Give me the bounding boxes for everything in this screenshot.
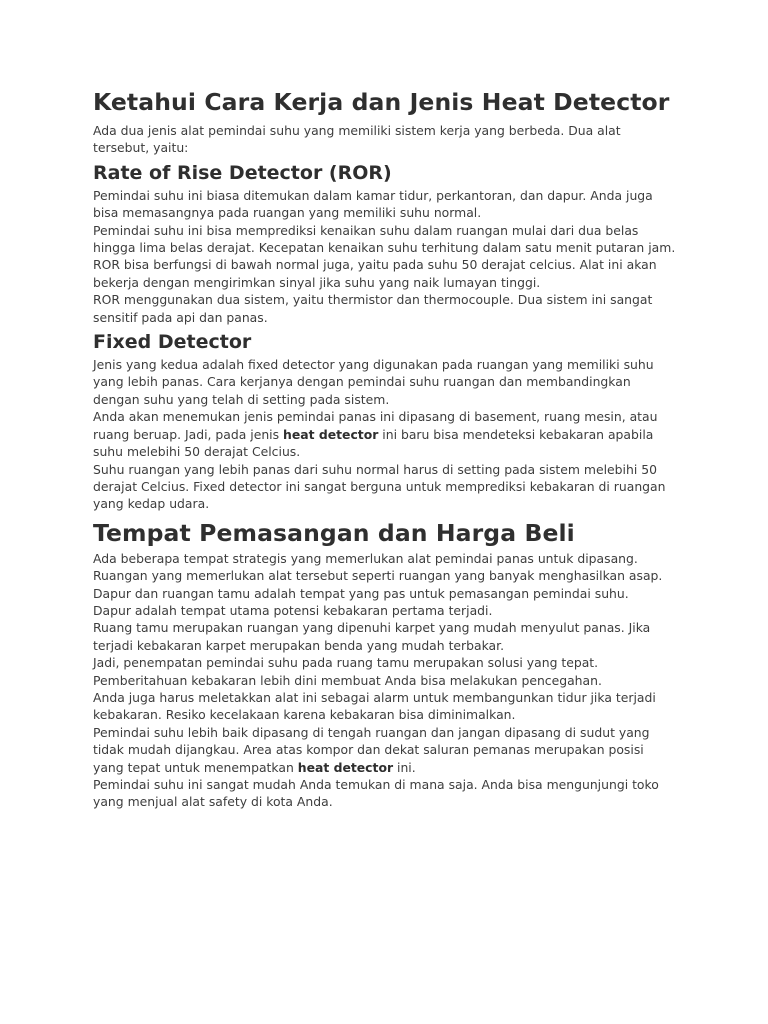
fixed-paragraph-1: Jenis yang kedua adalah fixed detector yang digunakan pada ruangan yang memiliki suhu yang lebih panas. Cara kerjanya dengan pemindai suhu ruangan dan membandingkan dengan suhu yang telah di setting pada sistem. bbox=[93, 357, 654, 407]
placement-paragraph-9-text-b: ini. bbox=[393, 759, 416, 775]
fixed-paragraph-3: Suhu ruangan yang lebih panas dari suhu normal harus di setting pada sistem melebihi 50 derajat Celcius. Fixed detector ini sangat berguna untuk memprediksi kebakaran di ruangan yang kedap udara. bbox=[93, 461, 666, 512]
placement-paragraph-9-bold: heat detector bbox=[297, 759, 394, 775]
placement-heading: Tempat Pemasangan dan Harga Beli bbox=[93, 518, 575, 547]
fixed-paragraph-2 bbox=[93, 408, 678, 460]
placement-paragraph-5: Ruang tamu merupakan ruangan yang dipenuhi karpet yang mudah menyulut panas. Jika terjadi kebakaran karpet merupakan benda yang mudah terbakar. bbox=[93, 620, 651, 653]
intro-paragraph: Ada dua jenis alat pemindai suhu yang memiliki sistem kerja yang berbeda. Dua alat tersebut, yaitu: bbox=[93, 123, 621, 156]
ror-paragraph-1: Pemindai suhu ini biasa ditemukan dalam kamar tidur, perkantoran, dan dapur. Anda juga bisa memasangnya pada ruangan yang memiliki suhu normal. bbox=[93, 187, 653, 221]
placement-paragraph-4: Dapur adalah tempat utama potensi kebakaran pertama terjadi. bbox=[93, 602, 493, 618]
ror-paragraph-3: ROR bisa berfungsi di bawah normal juga, yaitu pada suhu 50 derajat celcius. Alat ini akan bekerja dengan mengirimkan sinyal jika suhu yang naik lumayan tinggi. bbox=[93, 257, 657, 290]
fixed-paragraph-2-bold: heat detector bbox=[283, 426, 379, 442]
ror-heading: Rate of Rise Detector (ROR) bbox=[93, 161, 392, 184]
ror-paragraph-2: Pemindai suhu ini bisa memprediksi kenaikan suhu dalam ruangan mulai dari dua belas hingga lima belas derajat. Kecepatan kenaikan suhu terhitung dalam satu menit putaran jam. bbox=[93, 222, 676, 256]
ror-paragraph-4: ROR menggunakan dua sistem, yaitu thermistor dan thermocouple. Dua sistem ini sangat sensitif pada api dan panas. bbox=[93, 292, 653, 325]
placement-paragraph-1: Ada beberapa tempat strategis yang memerlukan alat pemindai panas untuk dipasang. bbox=[93, 550, 638, 566]
fixed-paragraph-2-text-a: Anda akan menemukan jenis pemindai panas ini dipasang di basement, ruang mesin, atau ruang beruap. Jadi, pada jenis bbox=[93, 409, 658, 442]
placement-paragraph-8: Anda juga harus meletakkan alat ini sebagai alarm untuk membangunkan tidur jika terjadi kebakaran. Resiko kecelakaan karena kebakaran bisa diminimalkan. bbox=[93, 689, 656, 723]
placement-paragraph-6: Jadi, penempatan pemindai suhu pada ruang tamu merupakan solusi yang tepat. bbox=[93, 655, 599, 671]
placement-paragraph-7: Pemberitahuan kebakaran lebih dini membuat Anda bisa melakukan pencegahan. bbox=[93, 672, 602, 688]
placement-paragraph-9 bbox=[93, 724, 678, 776]
placement-paragraph-9-text-a: Pemindai suhu lebih baik dipasang di tengah ruangan dan jangan dipasang di sudut yang tidak mudah dijangkau. Area atas kompor dan dekat saluran pemanas merupakan posisi yang tepat untuk menempatkan bbox=[93, 724, 650, 775]
page-title: Ketahui Cara Kerja dan Jenis Heat Detector bbox=[93, 88, 670, 116]
fixed-paragraph-2-text-b: ini baru bisa mendeteksi kebakaran apabila suhu melebihi 50 derajat Celcius. bbox=[93, 426, 654, 460]
placement-paragraph-10: Pemindai suhu ini sangat mudah Anda temukan di mana saja. Anda bisa mengunjungi toko yang menjual alat safety di kota Anda. bbox=[93, 777, 659, 810]
placement-paragraph-3: Dapur dan ruangan tamu adalah tempat yang pas untuk pemasangan pemindai suhu. bbox=[93, 585, 629, 601]
fixed-heading: Fixed Detector bbox=[93, 331, 252, 354]
placement-paragraph-2: Ruangan yang memerlukan alat tersebut seperti ruangan yang banyak menghasilkan asap. bbox=[93, 568, 663, 584]
